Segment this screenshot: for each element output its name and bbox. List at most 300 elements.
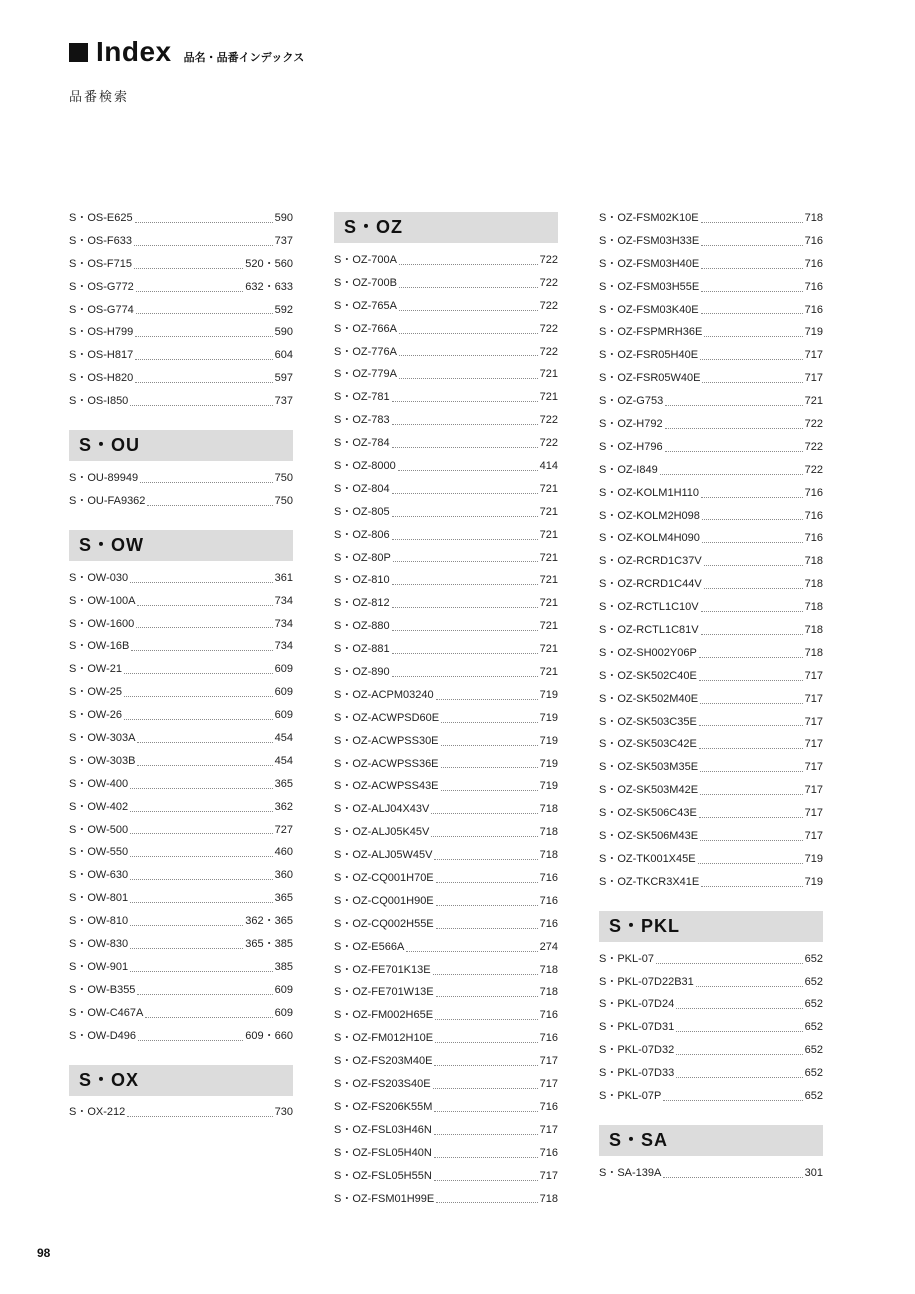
part-number: S・OZ-FSM03K40E [599,303,699,316]
page-reference: 718 [804,624,823,637]
page-reference: 362 [274,800,293,813]
dot-leader [699,748,803,749]
page-reference: 721 [539,505,558,518]
page-reference: 722 [539,299,558,312]
dot-leader [665,405,802,406]
page-reference: 719 [539,711,558,724]
part-number: S・OS-F633 [69,234,132,247]
part-number: S・OW-500 [69,823,129,836]
part-number: S・OZ-80P [334,551,391,564]
page-reference: 717 [804,738,823,751]
page-reference: 460 [274,846,293,859]
index-entry [599,1062,823,1085]
part-number: S・OW-810 [69,915,129,928]
page-reference: 721 [539,574,558,587]
page-reference: 722 [539,253,558,266]
dot-leader [701,268,802,269]
page-reference: 721 [539,368,558,381]
part-number: S・OZ-RCRD1C44V [599,578,702,591]
page-reference: 719 [804,852,823,865]
dot-leader [130,971,273,972]
dot-leader [138,1040,243,1041]
dot-leader [392,516,538,517]
dot-leader [431,813,537,814]
index-entry [599,207,823,230]
index-entry [69,207,293,230]
page-title: Index [96,36,172,67]
part-number: S・OZ-H792 [599,418,663,430]
page-reference: 718 [804,601,823,614]
dot-leader [392,539,538,540]
page-reference: 718 [539,986,558,999]
dot-leader [130,811,273,812]
part-number: S・OZ-ACWPSS43E [334,780,439,793]
index-entry [599,948,823,971]
dot-leader [699,725,803,726]
part-number: S・PKL-07D33 [599,1067,675,1080]
part-number: S・OZ-I849 [599,463,658,476]
dot-leader [399,310,538,311]
page-reference: 716 [804,532,823,545]
page-reference: 360 [274,869,293,882]
section-heading: S・OU [69,430,293,461]
dot-leader [699,817,803,818]
index-entry [334,1165,558,1188]
index-entry [599,550,823,573]
dot-leader [434,1134,538,1135]
part-number: S・OZ-FE701W13E [334,986,434,999]
dot-leader [392,607,538,608]
index-entry [599,527,823,550]
index-entry [69,819,293,842]
dot-leader [134,268,243,269]
page-reference: 362・365 [245,915,293,928]
index-entry [69,864,293,887]
index-entry [69,299,293,322]
section-heading: S・OW [69,530,293,561]
dot-leader [392,424,538,425]
index-entry [599,459,823,482]
page-reference: 716 [539,894,558,907]
dot-leader [392,493,538,494]
part-number: S・OZ-SH002Y06P [599,646,697,659]
dot-leader [701,222,803,223]
part-number: S・PKL-07D32 [599,1044,675,1057]
section-heading: S・SA [599,1125,823,1156]
page-reference: 734 [274,640,293,653]
dot-leader [436,905,538,906]
page-reference: 716 [804,257,823,270]
part-number: S・OZ-779A [334,368,397,381]
index-entry [69,773,293,796]
index-entry [599,482,823,505]
part-number: S・OZ-KOLM2H098 [599,509,700,522]
index-entry [334,295,558,318]
dot-leader [136,313,273,314]
part-number: S・OZ-SK502C40E [599,669,697,682]
page-reference: 719 [539,780,558,793]
part-number: S・OZ-890 [334,666,390,679]
index-entry [599,848,823,871]
dot-leader [392,630,538,631]
index-entry [334,1050,558,1073]
index-entry [599,733,823,756]
dot-leader [135,359,272,360]
page-reference: 717 [539,1169,558,1182]
index-entry [599,825,823,848]
index-entry [69,344,293,367]
page-reference: 718 [539,849,558,862]
part-number: S・OS-F715 [69,257,132,270]
index-entry [334,318,558,341]
dot-leader [399,355,538,356]
index-entry [334,592,558,615]
page-reference: 734 [274,594,293,607]
index-entry [599,619,823,642]
page-reference: 717 [804,372,823,385]
dot-leader [137,605,272,606]
page-reference: 365 [274,777,293,790]
page-reference: 385 [274,960,293,973]
dot-leader [124,696,273,697]
index-entry [599,299,823,322]
dot-leader [701,634,803,635]
dot-leader [434,1111,537,1112]
part-number: S・OZ-700B [334,276,397,289]
part-number: S・OZ-SK506C43E [599,807,697,820]
part-number: S・OZ-FE701K13E [334,963,431,976]
page-reference: 716 [539,1146,558,1159]
index-entry [334,363,558,386]
page-reference: 717 [804,830,823,843]
page-reference: 652 [804,1044,823,1057]
page-reference: 652 [804,952,823,965]
page-reference: 609 [274,663,293,676]
page-reference: 717 [804,715,823,728]
page-reference: 722 [539,276,558,289]
page-reference: 716 [539,1009,558,1022]
index-entry [334,1188,558,1211]
part-number: S・OZ-E566A [334,940,405,953]
page-reference: 717 [539,1078,558,1091]
index-entry [334,1119,558,1142]
index-entry [334,775,558,798]
dot-leader [436,699,538,700]
part-number: S・OZ-KOLM1H110 [599,486,700,499]
index-entry [334,982,558,1005]
dot-leader [435,1042,538,1043]
part-number: S・OZ-805 [334,505,390,518]
dot-leader [392,676,538,677]
part-number: S・OZ-CQ002H55E [334,917,434,930]
page-header [69,36,304,68]
dot-leader [441,767,538,768]
index-entry [599,436,823,459]
dot-leader [436,1202,537,1203]
dot-leader [701,291,802,292]
page-reference: 590 [274,326,293,339]
page-reference: 722 [804,440,823,453]
index-entry [69,230,293,253]
index-entry [334,1073,558,1096]
part-number: S・OZ-FM012H10E [334,1032,434,1045]
part-number: S・OZ-FSR05W40E [599,372,701,385]
index-entry [334,798,558,821]
part-number: S・OZ-804 [334,482,390,495]
square-bullet-icon [69,43,88,62]
dot-leader [701,886,802,887]
index-entry [599,756,823,779]
page-reference: 722 [539,345,558,358]
dot-leader [137,765,272,766]
part-number: S・OZ-ACWPSD60E [334,711,440,724]
page-reference: 716 [539,917,558,930]
part-number: S・OZ-SK506M43E [599,830,699,843]
dot-leader [700,359,803,360]
index-entry [334,684,558,707]
index-entry [334,844,558,867]
dot-leader [441,722,538,723]
part-number: S・OZ-812 [334,597,390,610]
page-reference: 718 [804,555,823,568]
page-reference: 737 [274,395,293,408]
index-entry [334,1096,558,1119]
index-entry [334,409,558,432]
part-number: S・OZ-FM002H65E [334,1009,434,1022]
part-number: S・OZ-783 [334,414,390,427]
page-reference: 718 [804,646,823,659]
page-reference: 717 [804,669,823,682]
part-number: S・OZ-FS206K55M [334,1100,433,1113]
dot-leader [392,584,538,585]
page-reference: 301 [804,1166,823,1179]
index-entry [334,730,558,753]
index-entry [599,390,823,413]
page-reference: 609・660 [245,1029,293,1042]
part-number: S・OW-630 [69,869,129,882]
dot-leader [147,505,272,506]
part-number: S・OZ-SK503M35E [599,761,699,774]
page-reference: 718 [539,803,558,816]
index-entry [69,1102,293,1125]
index-entry [599,505,823,528]
dot-leader [702,519,803,520]
index-entry [334,478,558,501]
part-number: S・OZ-FSL05H40N [334,1146,432,1159]
page-reference: 652 [804,975,823,988]
index-entry [599,596,823,619]
dot-leader [441,745,538,746]
page-reference: 717 [804,807,823,820]
index-entry [69,276,293,299]
page-reference: 652 [804,1021,823,1034]
index-entry [334,1027,558,1050]
dot-leader [701,313,803,314]
dot-leader [399,264,538,265]
dot-leader [435,1019,538,1020]
page-reference: 716 [539,1100,558,1113]
dot-leader [134,245,273,246]
dot-leader [704,565,803,566]
index-entry [334,272,558,295]
dot-leader [434,1065,537,1066]
dot-leader [433,974,538,975]
page-reference: 274 [539,940,558,953]
part-number: S・OZ-KOLM4H090 [599,532,700,545]
index-entry [599,871,823,894]
index-entry [69,727,293,750]
dot-leader [676,1054,802,1055]
dot-leader [135,222,273,223]
part-number: S・OZ-781 [334,391,390,404]
dot-leader [701,245,802,246]
page-reference: 721 [539,391,558,404]
index-entry [599,367,823,390]
part-number: S・OZ-CQ001H90E [334,894,434,907]
page-reference: 414 [539,460,558,472]
page-reference: 716 [804,303,823,316]
dot-leader [665,451,803,452]
index-entry [334,1004,558,1027]
page-reference: 717 [804,761,823,774]
dot-leader [698,863,803,864]
page-reference: 721 [539,551,558,564]
part-number: S・OZ-FS203M40E [334,1055,433,1068]
dot-leader [663,1100,802,1101]
dot-leader [704,588,803,589]
page-reference: 721 [539,597,558,610]
dot-leader [130,833,273,834]
section-heading: S・PKL [599,911,823,942]
part-number: S・OZ-FSM01H99E [334,1192,435,1205]
page-reference: 716 [804,280,823,293]
dot-leader [136,291,243,292]
dot-leader [124,719,273,720]
dot-leader [137,994,272,995]
index-entry [334,386,558,409]
index-entry [334,547,558,570]
index-entry [69,467,293,490]
page-reference: 652 [804,998,823,1011]
dot-leader [392,653,538,654]
dot-leader [130,925,243,926]
part-number: S・OW-402 [69,800,129,813]
part-number: S・OW-901 [69,960,129,973]
part-number: S・OS-H817 [69,349,134,362]
page-reference: 717 [804,349,823,362]
part-number: S・OZ-ACPM03240 [334,688,434,701]
dot-leader [676,1077,802,1078]
page-reference: 722 [804,418,823,430]
index-entry [69,979,293,1002]
part-number: S・OW-100A [69,594,136,607]
page-reference: 365・385 [245,938,293,951]
dot-leader [130,902,273,903]
dot-leader [665,428,803,429]
part-number: S・OZ-SK503M42E [599,784,699,797]
index-entry [69,253,293,276]
part-number: S・OZ-766A [334,322,397,335]
dot-leader [441,790,538,791]
page-subtitle: 品名・品番インデックス [183,52,305,64]
page-reference: 721 [804,395,823,408]
index-entry [334,455,558,478]
part-number: S・OZ-FS203S40E [334,1078,431,1091]
page-reference: 721 [539,643,558,656]
index-entry [334,821,558,844]
dot-leader [701,611,803,612]
part-number: S・PKL-07D24 [599,998,675,1011]
page-reference: 721 [539,666,558,679]
page-reference: 734 [274,617,293,630]
part-number: S・PKL-07D22B31 [599,975,694,988]
index-entry [599,665,823,688]
dot-leader [136,627,272,628]
part-number: S・OW-830 [69,938,129,951]
index-entry [69,704,293,727]
index-entry [69,490,293,513]
index-entry [599,1039,823,1062]
part-number: S・PKL-07 [599,952,655,965]
part-number: S・OS-H820 [69,372,134,385]
part-number: S・OZ-FSPMRH36E [599,326,703,339]
part-number: S・OZ-CQ001H70E [334,872,434,885]
index-entry [334,341,558,364]
dot-leader [700,703,803,704]
part-number: S・OZ-ALJ05W45V [334,849,433,862]
part-number: S・OZ-FSM03H55E [599,280,700,293]
part-number: S・OZ-700A [334,253,397,266]
part-number: S・OZ-RCTL1C10V [599,601,699,614]
part-number: S・OS-H799 [69,326,134,339]
dot-leader [700,794,803,795]
index-entry [334,753,558,776]
index-entry [334,867,558,890]
page-reference: 716 [804,234,823,247]
index-entry [599,688,823,711]
dot-leader [696,986,803,987]
page-reference: 520・560 [245,257,293,270]
page-reference: 361 [274,571,293,584]
part-number: S・OS-E625 [69,211,133,224]
dot-leader [392,447,538,448]
page-reference: 719 [804,326,823,339]
index-entry [334,249,558,272]
index-entry [69,887,293,910]
part-number: S・OZ-ALJ04X43V [334,803,430,816]
page-reference: 454 [274,754,293,767]
index-entry [599,573,823,596]
index-entry [599,1016,823,1039]
part-number: S・OZ-SK503C35E [599,715,697,728]
part-number: S・OW-030 [69,571,129,584]
part-number: S・OZ-ALJ05K45V [334,826,430,839]
index-entry [69,933,293,956]
page-reference: 719 [539,688,558,701]
part-number: S・SA-139A [599,1166,662,1179]
page-reference: 604 [274,349,293,362]
index-entry [599,276,823,299]
index-entry [599,802,823,825]
index-entry [599,344,823,367]
page-reference: 652 [804,1090,823,1103]
part-number: S・OU-89949 [69,472,139,484]
part-number: S・OW-801 [69,892,129,905]
page-reference: 716 [804,486,823,499]
part-number: S・OZ-ACWPSS30E [334,734,439,747]
dot-leader [393,561,538,562]
part-number: S・OZ-784 [334,437,390,450]
